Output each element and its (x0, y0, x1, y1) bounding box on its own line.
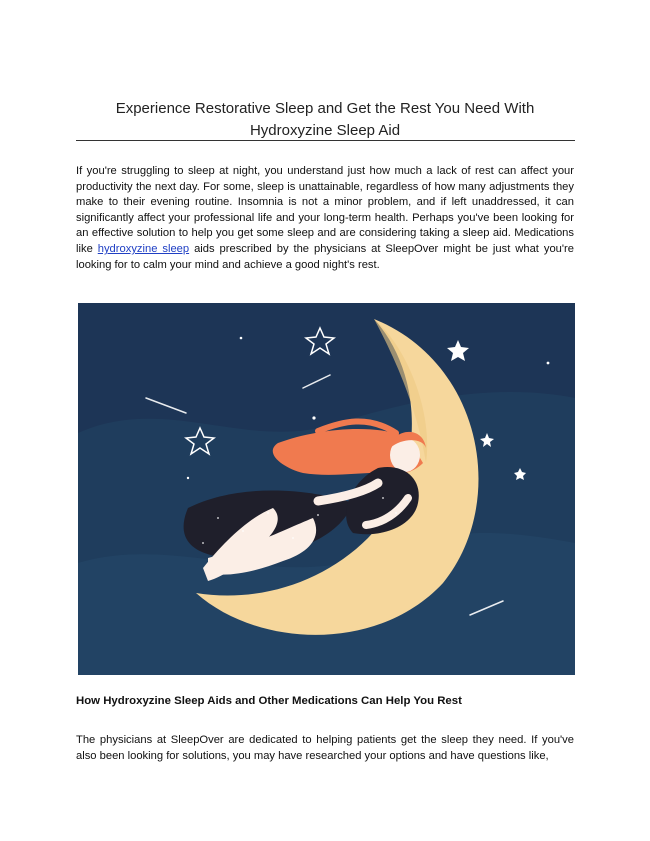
sleeping-woman-on-moon-illustration (78, 303, 575, 675)
document-title (76, 98, 574, 142)
star-dot (187, 477, 189, 479)
title-line-1: Experience Restorative Sleep and Get the Rest You Need With (115, 100, 535, 117)
hydroxyzine-sleep-link[interactable]: hydroxyzine sleep (97, 242, 190, 255)
section-heading: How Hydroxyzine Sleep Aids and Other Medications Can Help You Rest (76, 695, 462, 707)
star-dot (312, 416, 315, 419)
intro-text-before-link: If you're struggling to sleep at night, you understand just how much a lack of rest can affect your productivity the next day. For some, sleep is unattainable, regardless of how many adjustments they make to their evening routine. Insomnia is not a minor problem, and if left unaddressed, it can significantly affect your professional life and your long-term health. Perhaps you've been looking for an effective solution to help you get some sleep and are considering taking a sleep aid. Medications like (76, 165, 574, 255)
title-underline (76, 140, 575, 141)
title-line-2: Hydroxyzine Sleep Aid (249, 122, 401, 139)
intro-text-after-link: aids prescribed by the physicians at SleepOver might be just what you're looking for to calm your mind and achieve a good night's rest. (76, 242, 574, 271)
star-dot (547, 362, 550, 365)
section-paragraph: The physicians at SleepOver are dedicated to helping patients get the sleep they need. If you've also been looking for solutions, you may have researched your options and have questions like, (76, 734, 574, 762)
intro-paragraph (76, 164, 574, 273)
star-dot (240, 337, 243, 340)
